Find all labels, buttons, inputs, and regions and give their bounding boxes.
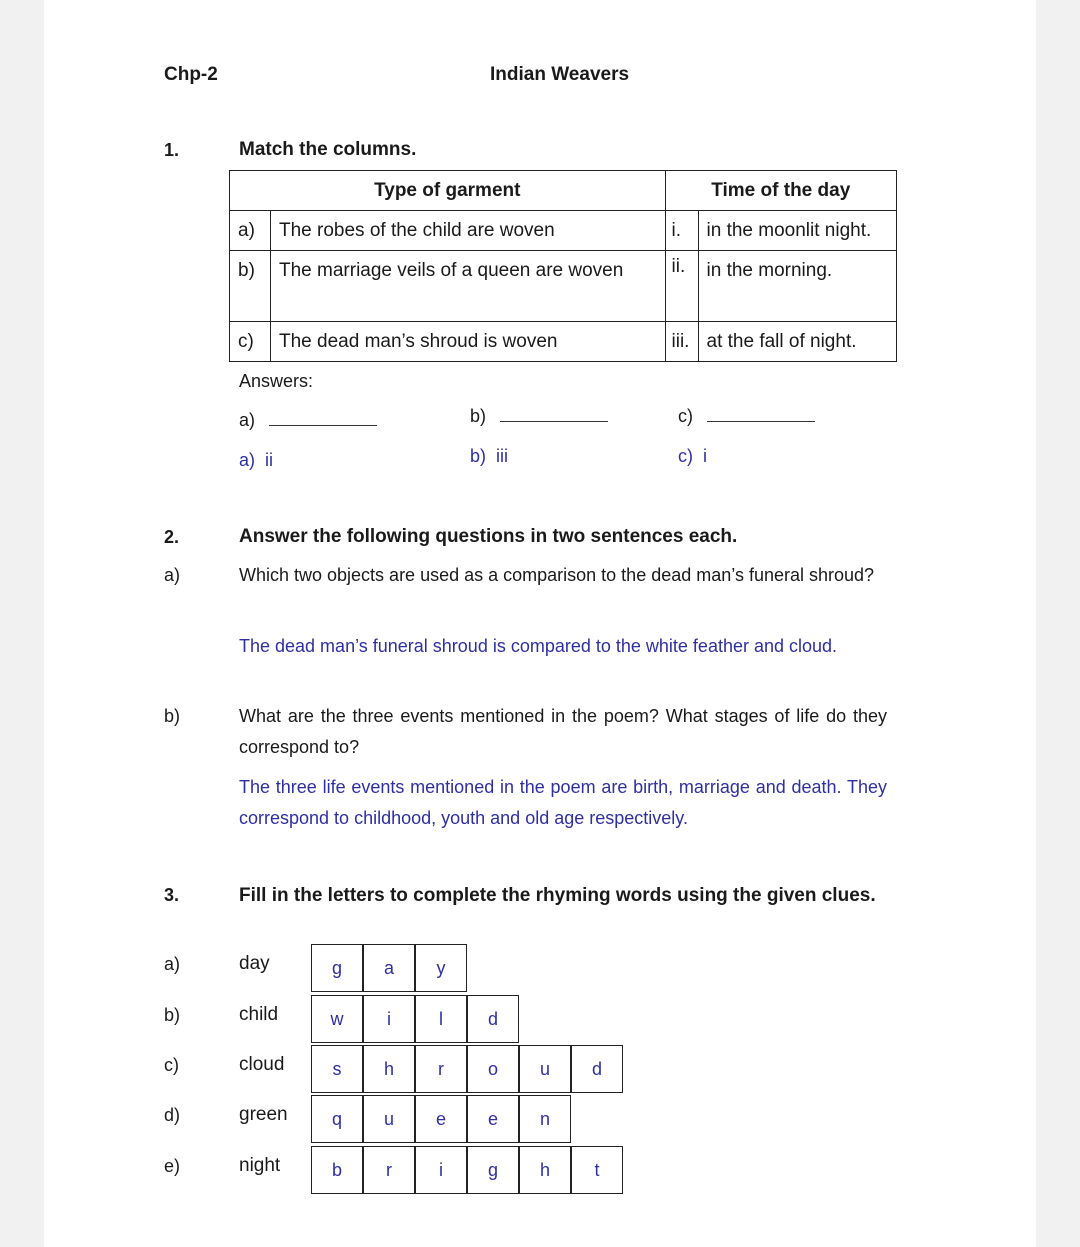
garment-text [271,251,666,322]
col2-header: Time of the day [665,171,896,211]
blank-line [500,411,608,422]
q3-row-label: d) [164,1105,181,1125]
q2a-answer: The dead man’s funeral shroud is compared to the white feather and cloud. [239,636,838,656]
q3-row-label: e) [164,1156,181,1176]
blank-a [239,410,377,431]
q3-instruction: Fill in the letters to complete the rhyming words using the given clues. [239,885,876,906]
time-text: at the fall of night. [698,322,896,362]
q3-clue-word: green [239,1104,288,1125]
q3-row-label: c) [164,1055,179,1075]
garment-text: The dead man’s shroud is woven [271,322,666,362]
q2-instruction: Answer the following questions in two sentences each. [239,526,738,547]
letter-cell: b [311,1146,363,1194]
answer-b: b) iii [470,446,509,466]
table-row [230,251,897,322]
letter-cell: a [363,944,415,992]
row-label: b) [230,251,271,322]
letter-cell: o [467,1045,519,1093]
row-label: c) [230,322,271,362]
table-row [230,322,897,362]
time-text: in the morning. [698,251,896,322]
row-label: a) [230,211,271,251]
q3-row-label: a) [164,954,181,974]
q3-clue-word: day [239,953,270,974]
letter-cell: l [415,995,467,1043]
letter-cell: h [519,1146,571,1194]
row-numeral: i. [665,211,698,251]
q2b-answer: The three life events mentioned in the poem are birth, marriage and death. They correspond to childhood, youth and old age respectively. [239,777,887,828]
letter-cell: y [415,944,467,992]
q1-number: 1. [164,140,180,160]
garment-text: The robes of the child are woven [271,211,666,251]
time-text: in the moonlit night. [698,211,896,251]
blank-line [707,411,815,422]
letter-cell: g [311,944,363,992]
q3-clue-word: night [239,1155,281,1176]
letter-cell: r [363,1146,415,1194]
q3-clue-word: cloud [239,1054,285,1075]
blank-label: b) [470,406,487,426]
letter-cell: h [363,1045,415,1093]
letter-cell: e [415,1095,467,1143]
garment-text-content: The marriage veils of a queen are woven [279,260,624,281]
row-numeral: ii. [665,251,698,322]
answers-label: Answers: [239,371,314,391]
blank-line [269,415,377,426]
table-row [230,211,897,251]
letter-cell: s [311,1045,363,1093]
q1-instruction: Match the columns. [239,139,417,160]
answer-a: a) ii [239,450,274,470]
q2a-label: a) [164,565,181,585]
letter-cell: d [571,1045,623,1093]
row-numeral: iii. [665,322,698,362]
blank-label: c) [678,406,693,426]
page-title: Indian Weavers [490,64,630,85]
letter-cell: w [311,995,363,1043]
letter-cell: u [519,1045,571,1093]
letter-cell: d [467,995,519,1043]
letter-cell: e [467,1095,519,1143]
q3-number: 3. [164,885,180,905]
blank-c [678,406,815,427]
q2b-question: What are the three events mentioned in the poem? What stages of life do they correspond to? [239,706,887,757]
match-table-header [230,171,897,211]
letter-cell: i [415,1146,467,1194]
q2-number: 2. [164,527,180,547]
answer-c: c) i [678,446,707,466]
match-table [229,170,897,362]
letter-cell: q [311,1095,363,1143]
col1-header: Type of garment [230,171,666,211]
q2a-question: Which two objects are used as a comparison to the dead man’s funeral shroud? [239,565,875,585]
q3-row-label: b) [164,1005,181,1025]
q3-clue-word: child [239,1004,279,1025]
blank-label: a) [239,410,256,430]
letter-cell: u [363,1095,415,1143]
letter-cell: i [363,995,415,1043]
q2b-label: b) [164,706,181,726]
letter-cell: n [519,1095,571,1143]
letter-cell: t [571,1146,623,1194]
blank-b [470,406,608,427]
chapter-label: Chp-2 [164,64,218,85]
letter-cell: r [415,1045,467,1093]
letter-cell: g [467,1146,519,1194]
